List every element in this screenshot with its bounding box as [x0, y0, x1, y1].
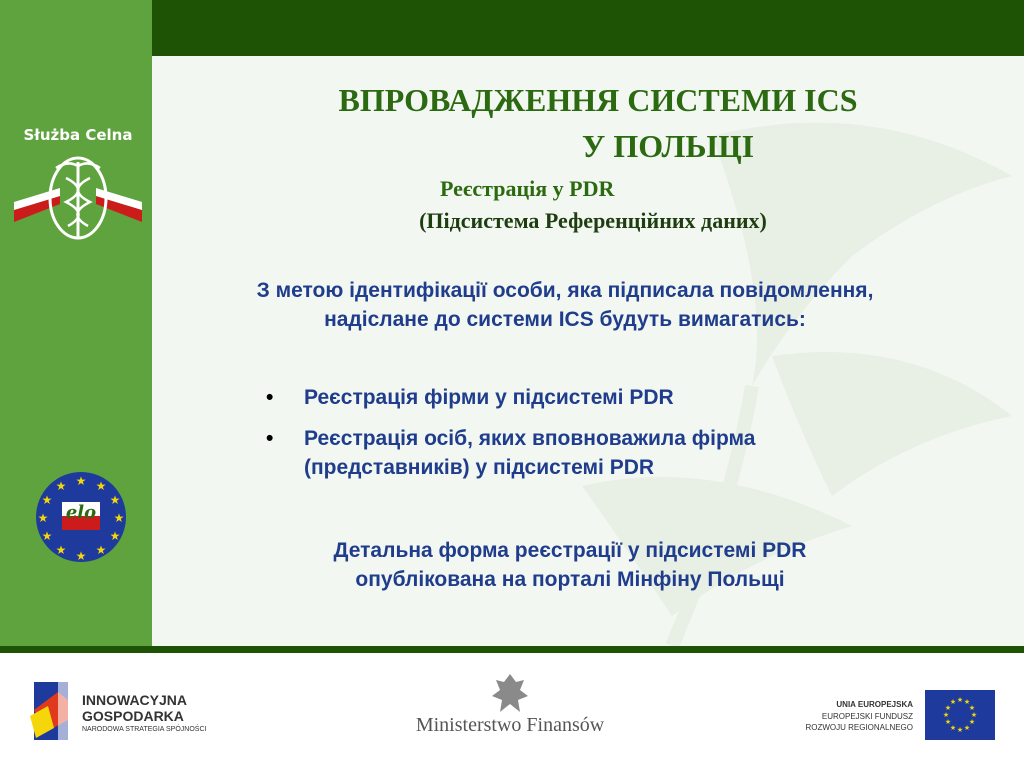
svg-text:★: ★ [968, 718, 976, 726]
svg-text:★: ★ [55, 543, 67, 557]
list-item [262, 424, 804, 482]
bullet-list [262, 383, 822, 494]
innovative-economy-logo [28, 680, 228, 742]
svg-text:★: ★ [968, 704, 976, 712]
svg-text:★: ★ [55, 479, 67, 493]
svg-text:★: ★ [944, 718, 952, 726]
svg-text:★: ★ [109, 493, 121, 507]
eu-regional-fund-logo [800, 690, 995, 742]
svg-text:★: ★ [949, 724, 957, 732]
slide-title-line-1: ВПРОВАДЖЕННЯ СИСТЕМИ ICS [338, 82, 858, 118]
svg-text:★: ★ [41, 493, 53, 507]
eu-line-1: UNIA EUROPEJSKA [836, 700, 913, 709]
ig-line-3: NARODOWA STRATEGIA SPÓJNOŚCI [82, 726, 207, 733]
svg-text:★: ★ [113, 511, 125, 525]
list-item [262, 383, 822, 412]
slide-subtitle-line-1: Реєстрація у PDR [440, 176, 615, 201]
bullet-marker: • [266, 386, 274, 409]
top-bar [152, 0, 1024, 56]
slide-title-line-2: У ПОЛЬЩІ [581, 128, 755, 164]
outro-paragraph: Детальна форма реєстрації у підсистемі PDR опублікована на порталі Мінфіну Польщі [333, 539, 807, 591]
eu-line-3: ROZWOJU REGIONALNEGO [805, 723, 913, 732]
bullet-text: Реєстрація осіб, яких вповноважила фірма (представників) у підсистемі PDR [304, 427, 756, 479]
intro-paragraph: З метою ідентифікації особи, яка підписала повідомлення, надіслане до системи ICS будуть вимагатись: [256, 279, 874, 331]
svg-text:★: ★ [109, 529, 121, 543]
svg-text:★: ★ [963, 724, 971, 732]
svg-text:★: ★ [95, 543, 107, 557]
slide-subtitle-line-2: (Підсистема Референційних даних) [419, 208, 767, 233]
ig-line-2: GOSPODARKA [82, 708, 184, 724]
ig-line-1: INNOWACYJNA [82, 692, 188, 708]
innovative-economy-emblem-icon [28, 680, 74, 742]
customs-logo-text: Służba Celna [23, 126, 133, 144]
svg-text:★: ★ [956, 696, 964, 704]
eu-line-2: EUROPEJSKI FUNDUSZ [821, 712, 913, 721]
ministry-of-finance-logo [400, 672, 620, 742]
svg-text:★: ★ [95, 479, 107, 493]
svg-text:★: ★ [37, 511, 49, 525]
svg-text:★: ★ [963, 698, 971, 706]
svg-text:★: ★ [942, 711, 950, 719]
svg-text:★: ★ [956, 726, 964, 734]
elo-eu-logo [32, 472, 130, 562]
eu-flag-icon [925, 690, 995, 740]
svg-text:★: ★ [75, 549, 87, 562]
svg-text:★: ★ [41, 529, 53, 543]
elo-logo-text: elo [65, 502, 97, 523]
ministry-name: Ministerstwo Finansów [415, 714, 605, 736]
polish-eagle-icon [490, 672, 530, 714]
svg-text:★: ★ [949, 698, 957, 706]
svg-text:★: ★ [944, 704, 952, 712]
bullet-text: Реєстрація фірми у підсистемі PDR [304, 386, 674, 409]
svg-text:★: ★ [970, 711, 978, 719]
bullet-marker: • [266, 427, 274, 450]
svg-text:★: ★ [75, 474, 87, 488]
bottom-divider [0, 646, 1024, 653]
